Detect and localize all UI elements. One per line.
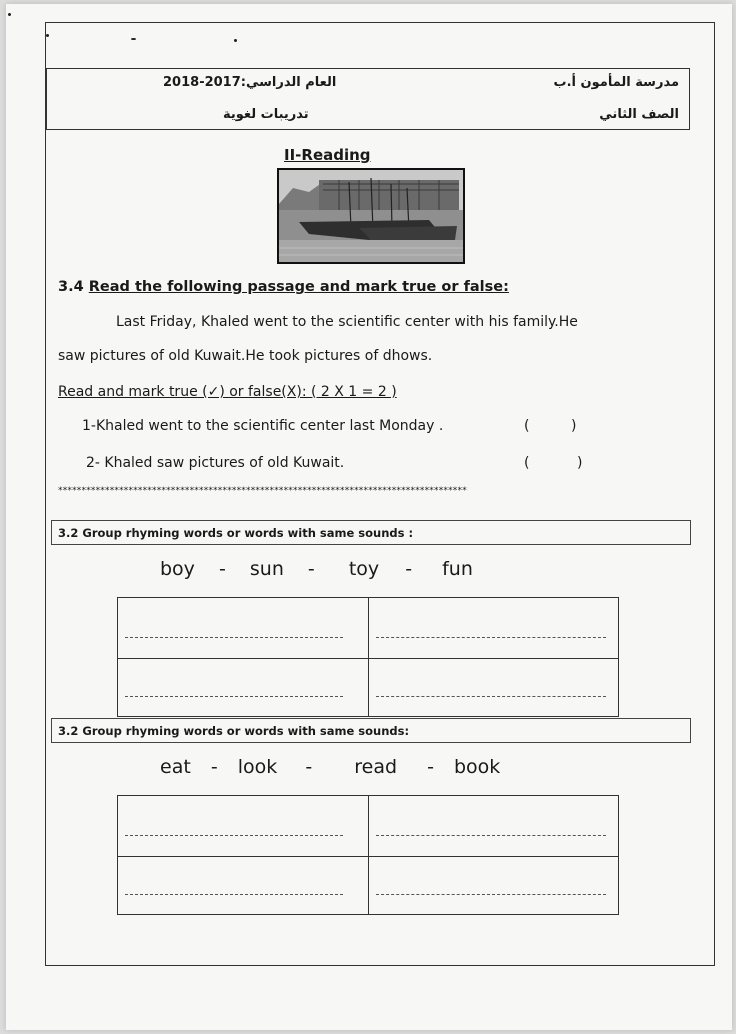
grid-divider	[368, 796, 369, 914]
rhyme-words-1	[160, 558, 473, 580]
dhows-harbor-photo	[277, 168, 465, 264]
grid-divider	[118, 856, 618, 857]
word: book	[453, 756, 501, 778]
word: sun	[249, 558, 284, 580]
question-3-4-heading	[58, 279, 509, 295]
rhyme-section-2-label: 3.2 Group rhyming words or words with same sounds:	[51, 718, 691, 743]
answer-line[interactable]	[125, 696, 343, 697]
word: eat	[160, 756, 191, 778]
question-prompt: Read the following passage and mark true or false:	[88, 279, 509, 295]
school-name: مدرسة المأمون أ.ب	[553, 75, 679, 90]
rhyme-words-2	[160, 756, 500, 778]
answer-paren-close-1: )	[571, 418, 577, 434]
answer-paren-open-1: (	[524, 418, 530, 434]
answer-line[interactable]	[125, 835, 343, 836]
academic-year: العام الدراسي:2017-2018	[163, 75, 337, 90]
statement-1: 1-Khaled went to the scientific center last Monday .	[82, 418, 444, 434]
word-separator: -	[305, 756, 313, 778]
answer-line[interactable]	[125, 637, 343, 638]
answer-line[interactable]	[376, 894, 606, 895]
answer-paren-close-2: )	[577, 455, 583, 471]
word: look	[237, 756, 278, 778]
word-separator: -	[427, 756, 434, 778]
word: toy	[348, 558, 380, 580]
word-separator: -	[405, 558, 413, 580]
word-separator: -	[307, 558, 315, 580]
question-number: 3.4	[58, 279, 84, 295]
mark-instruction: Read and mark true (✓) or false(X): ( 2 X 1 = 2 )	[58, 384, 397, 400]
answer-line[interactable]	[376, 696, 606, 697]
answer-grid-2	[117, 795, 619, 915]
passage-line-1: Last Friday, Khaled went to the scientific center with his family.He	[116, 314, 578, 330]
speck	[8, 13, 11, 16]
header-box	[46, 68, 690, 130]
grid-divider	[368, 598, 369, 716]
subject-label: تدريبات لغوية	[223, 107, 309, 122]
word-separator: -	[218, 558, 226, 580]
answer-line[interactable]	[376, 835, 606, 836]
statement-2: 2- Khaled saw pictures of old Kuwait.	[86, 455, 345, 471]
word-separator: -	[210, 756, 218, 778]
grade-label: الصف الثاني	[599, 107, 679, 122]
answer-paren-open-2: (	[524, 455, 530, 471]
word: boy	[160, 558, 195, 580]
passage-line-2: saw pictures of old Kuwait.He took pictures of dhows.	[58, 348, 433, 364]
answer-grid-1	[117, 597, 619, 717]
answer-line[interactable]	[125, 894, 343, 895]
word: read	[354, 756, 398, 778]
answer-line[interactable]	[376, 637, 606, 638]
section-title: II-Reading	[284, 146, 371, 164]
word: fun	[442, 558, 473, 580]
rhyme-section-1-label: 3.2 Group rhyming words or words with same sounds :	[51, 520, 691, 545]
star-separator: ***************************************************************************************	[58, 486, 467, 496]
grid-divider	[118, 658, 618, 659]
